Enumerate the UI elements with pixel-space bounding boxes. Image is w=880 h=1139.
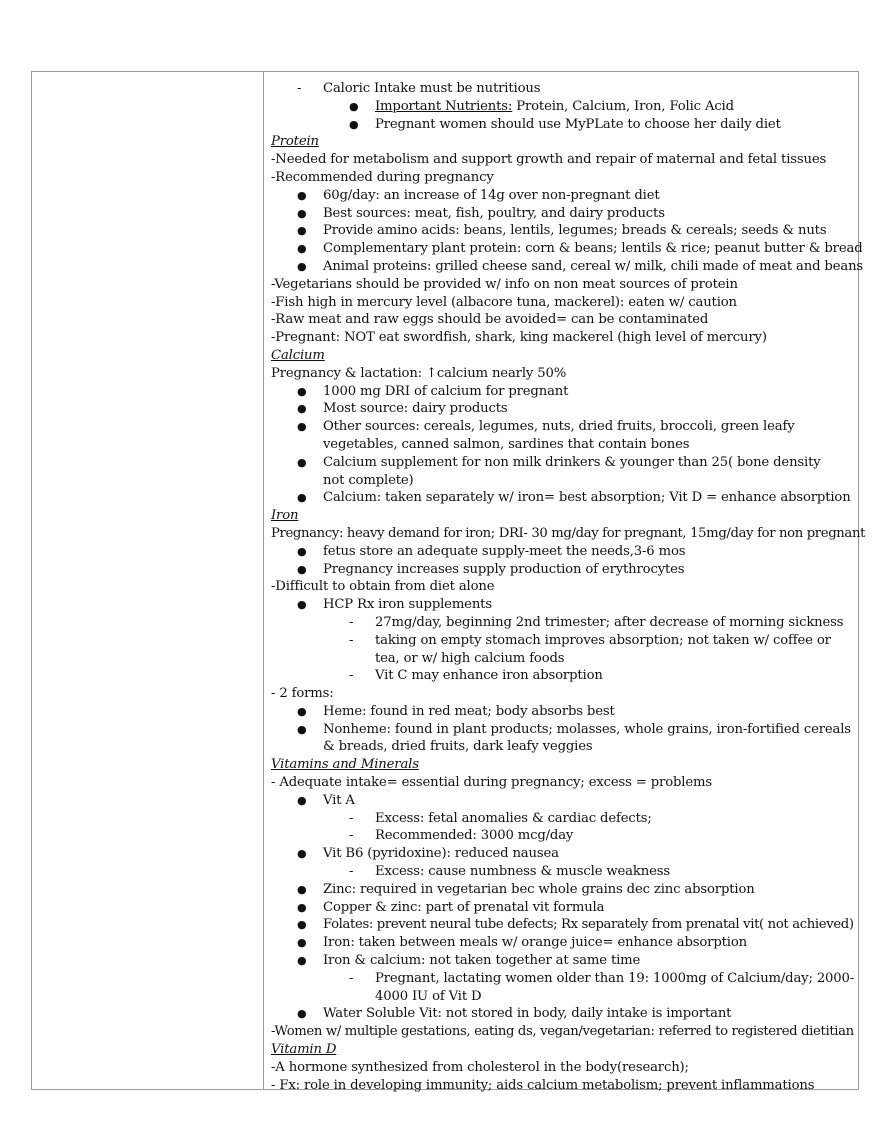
list-item: ● Calcium: taken separately w/ iron= best absorption; Vit D = enhance absorption <box>297 490 851 506</box>
list-item: - Excess: cause numbness & muscle weakness <box>349 864 670 880</box>
bullet-icon: ● <box>297 402 307 416</box>
bullet-icon: ● <box>297 420 307 434</box>
bullet-icon: ● <box>349 99 359 113</box>
text-line: -Recommended during pregnancy <box>271 169 494 185</box>
list-item: ● Water Soluble Vit: not stored in body, daily intake is important <box>297 1006 732 1022</box>
text-line: Pregnancy & lactation: ↑calcium nearly 50% <box>271 365 567 381</box>
bullet-icon: ● <box>297 455 307 469</box>
list-item: - Pregnant, lactating women older than 19: 1000mg of Calcium/day; 2000-4000 IU of Vit D <box>349 970 855 1004</box>
list-item: - Caloric Intake must be nutritious <box>297 81 541 96</box>
text-line: -Difficult to obtain from diet alone <box>271 579 495 595</box>
bullet-icon: ● <box>297 704 307 718</box>
list-item: ● Zinc: required in vegetarian bec whole grains dec zinc absorption <box>297 881 755 897</box>
dash-marker: - <box>297 81 302 96</box>
text-line: Pregnancy: heavy demand for iron; DRI- 30 mg/day for pregnant, 15mg/day for non pregnant <box>271 525 866 541</box>
section-heading-iron: Iron <box>271 508 299 524</box>
list-item: ● Complementary plant protein: corn & beans; lentils & rice; peanut butter & bread <box>297 241 863 257</box>
bullet-icon: ● <box>297 224 307 238</box>
column-divider <box>263 71 264 1090</box>
dash-marker: - <box>349 614 354 630</box>
list-item: ● Vit A <box>297 792 355 808</box>
bullet-icon: ● <box>297 562 307 576</box>
text-line: - Fx: role in developing immunity; aids calcium metabolism; prevent inflammations <box>271 1077 815 1093</box>
list-item: - Recommended: 3000 mcg/day <box>349 828 574 844</box>
list-item: ● Pregnant women should use MyPLate to choose her daily diet <box>349 116 781 132</box>
bullet-icon: ● <box>297 847 307 861</box>
list-item: - Vit C may enhance iron absorption <box>349 668 603 684</box>
text-line: -Vegetarians should be provided w/ info on non meat sources of protein <box>271 276 738 292</box>
bullet-icon: ● <box>297 936 307 950</box>
list-item: ● Iron: taken between meals w/ orange juice= enhance absorption <box>297 935 747 951</box>
list-item: - Excess: fetal anomalies & cardiac defects; <box>349 810 652 826</box>
list-item: ● Pregnancy increases supply production of erythrocytes <box>297 561 685 577</box>
list-item: - taking on empty stomach improves absorption; not taken w/ coffee or tea, or w/ high calcium foods <box>349 632 831 666</box>
bullet-icon: ● <box>297 598 307 612</box>
list-item: ● Vit B6 (pyridoxine): reduced nausea <box>297 846 559 862</box>
dash-marker: - <box>349 632 354 648</box>
dash-marker: - <box>349 810 354 826</box>
text-line: -Fish high in mercury level (albacore tuna, mackerel): eaten w/ caution <box>271 294 737 310</box>
bullet-icon: ● <box>297 1007 307 1021</box>
section-heading-protein: Protein <box>271 134 319 150</box>
text-line: -A hormone synthesized from cholesterol in the body(research); <box>271 1059 689 1075</box>
bullet-icon: ● <box>297 544 307 558</box>
dash-marker: - <box>349 668 354 684</box>
text-line: -Pregnant: NOT eat swordfish, shark, king mackerel (high level of mercury) <box>271 330 767 346</box>
list-item: ● Iron & calcium: not taken together at same time <box>297 953 641 969</box>
bullet-icon: ● <box>297 188 307 202</box>
text-line: - 2 forms: <box>271 686 334 702</box>
list-item: ● Folates: prevent neural tube defects; Rx separately from prenatal vit( not achieved) <box>297 917 854 933</box>
list-item: - 27mg/day, beginning 2nd trimester; after decrease of morning sickness <box>349 614 844 630</box>
important-nutrients-label: Important Nutrients: <box>375 98 513 114</box>
dash-marker: - <box>349 864 354 880</box>
dash-marker: - <box>349 970 354 986</box>
bullet-icon: ● <box>297 918 307 932</box>
list-item: ● Nonheme: found in plant products; molasses, whole grains, iron-fortified cereals & breads, dried fruits, dark leafy veggies <box>297 721 851 755</box>
text-line: - Adequate intake= essential during pregnancy; excess = problems <box>271 775 712 791</box>
list-item: ● HCP Rx iron supplements <box>297 597 492 613</box>
bullet-icon: ● <box>297 722 307 736</box>
bullet-icon: ● <box>297 491 307 505</box>
list-item: ● Animal proteins: grilled cheese sand, cereal w/ milk, chili made of meat and beans <box>297 258 864 274</box>
list-item: ● Heme: found in red meat; body absorbs best <box>297 703 615 719</box>
list-item: ● Copper & zinc: part of prenatal vit formula <box>297 899 605 915</box>
list-item: ● 1000 mg DRI of calcium for pregnant <box>297 383 569 399</box>
list-item: ● Provide amino acids: beans, lentils, legumes; breads & cereals; seeds & nuts <box>297 223 827 239</box>
bullet-icon: ● <box>297 206 307 220</box>
list-item: ● fetus store an adequate supply-meet the needs,3-6 mos <box>297 543 686 559</box>
bullet-icon: ● <box>297 954 307 968</box>
section-heading-vitamins-minerals: Vitamins and Minerals <box>271 757 419 773</box>
section-heading-vitamin-d: Vitamin D <box>271 1042 337 1058</box>
text-line: -Needed for metabolism and support growth and repair of maternal and fetal tissues <box>271 152 827 168</box>
dash-marker: - <box>349 828 354 844</box>
bullet-icon: ● <box>297 242 307 256</box>
list-item: ● Most source: dairy products <box>297 401 508 417</box>
list-item: ● 60g/day: an increase of 14g over non-pregnant diet <box>297 187 660 203</box>
list-item: ● Other sources: cereals, legumes, nuts, dried fruits, broccoli, green leafy vegetables, canned salmon, sardines that contain bones <box>297 419 795 452</box>
bullet-icon: ● <box>297 882 307 896</box>
bullet-icon: ● <box>297 900 307 914</box>
list-item: ● Best sources: meat, fish, poultry, and dairy products <box>297 205 665 221</box>
list-item: ● Important Nutrients: Protein, Calcium, Iron, Folic Acid <box>349 98 734 114</box>
bullet-icon: ● <box>349 117 359 131</box>
bullet-icon: ● <box>297 384 307 398</box>
notes-content <box>271 80 866 1094</box>
text-line: -Raw meat and raw eggs should be avoided= can be contaminated <box>271 312 709 328</box>
section-heading-calcium: Calcium <box>271 347 325 363</box>
list-item: ● Calcium supplement for non milk drinkers & younger than 25( bone density not complete) <box>297 454 821 488</box>
bullet-icon: ● <box>297 259 307 273</box>
text-line: -Women w/ multiple gestations, eating ds, vegan/vegetarian: referred to registered dietitian <box>271 1024 854 1040</box>
bullet-icon: ● <box>297 793 307 807</box>
